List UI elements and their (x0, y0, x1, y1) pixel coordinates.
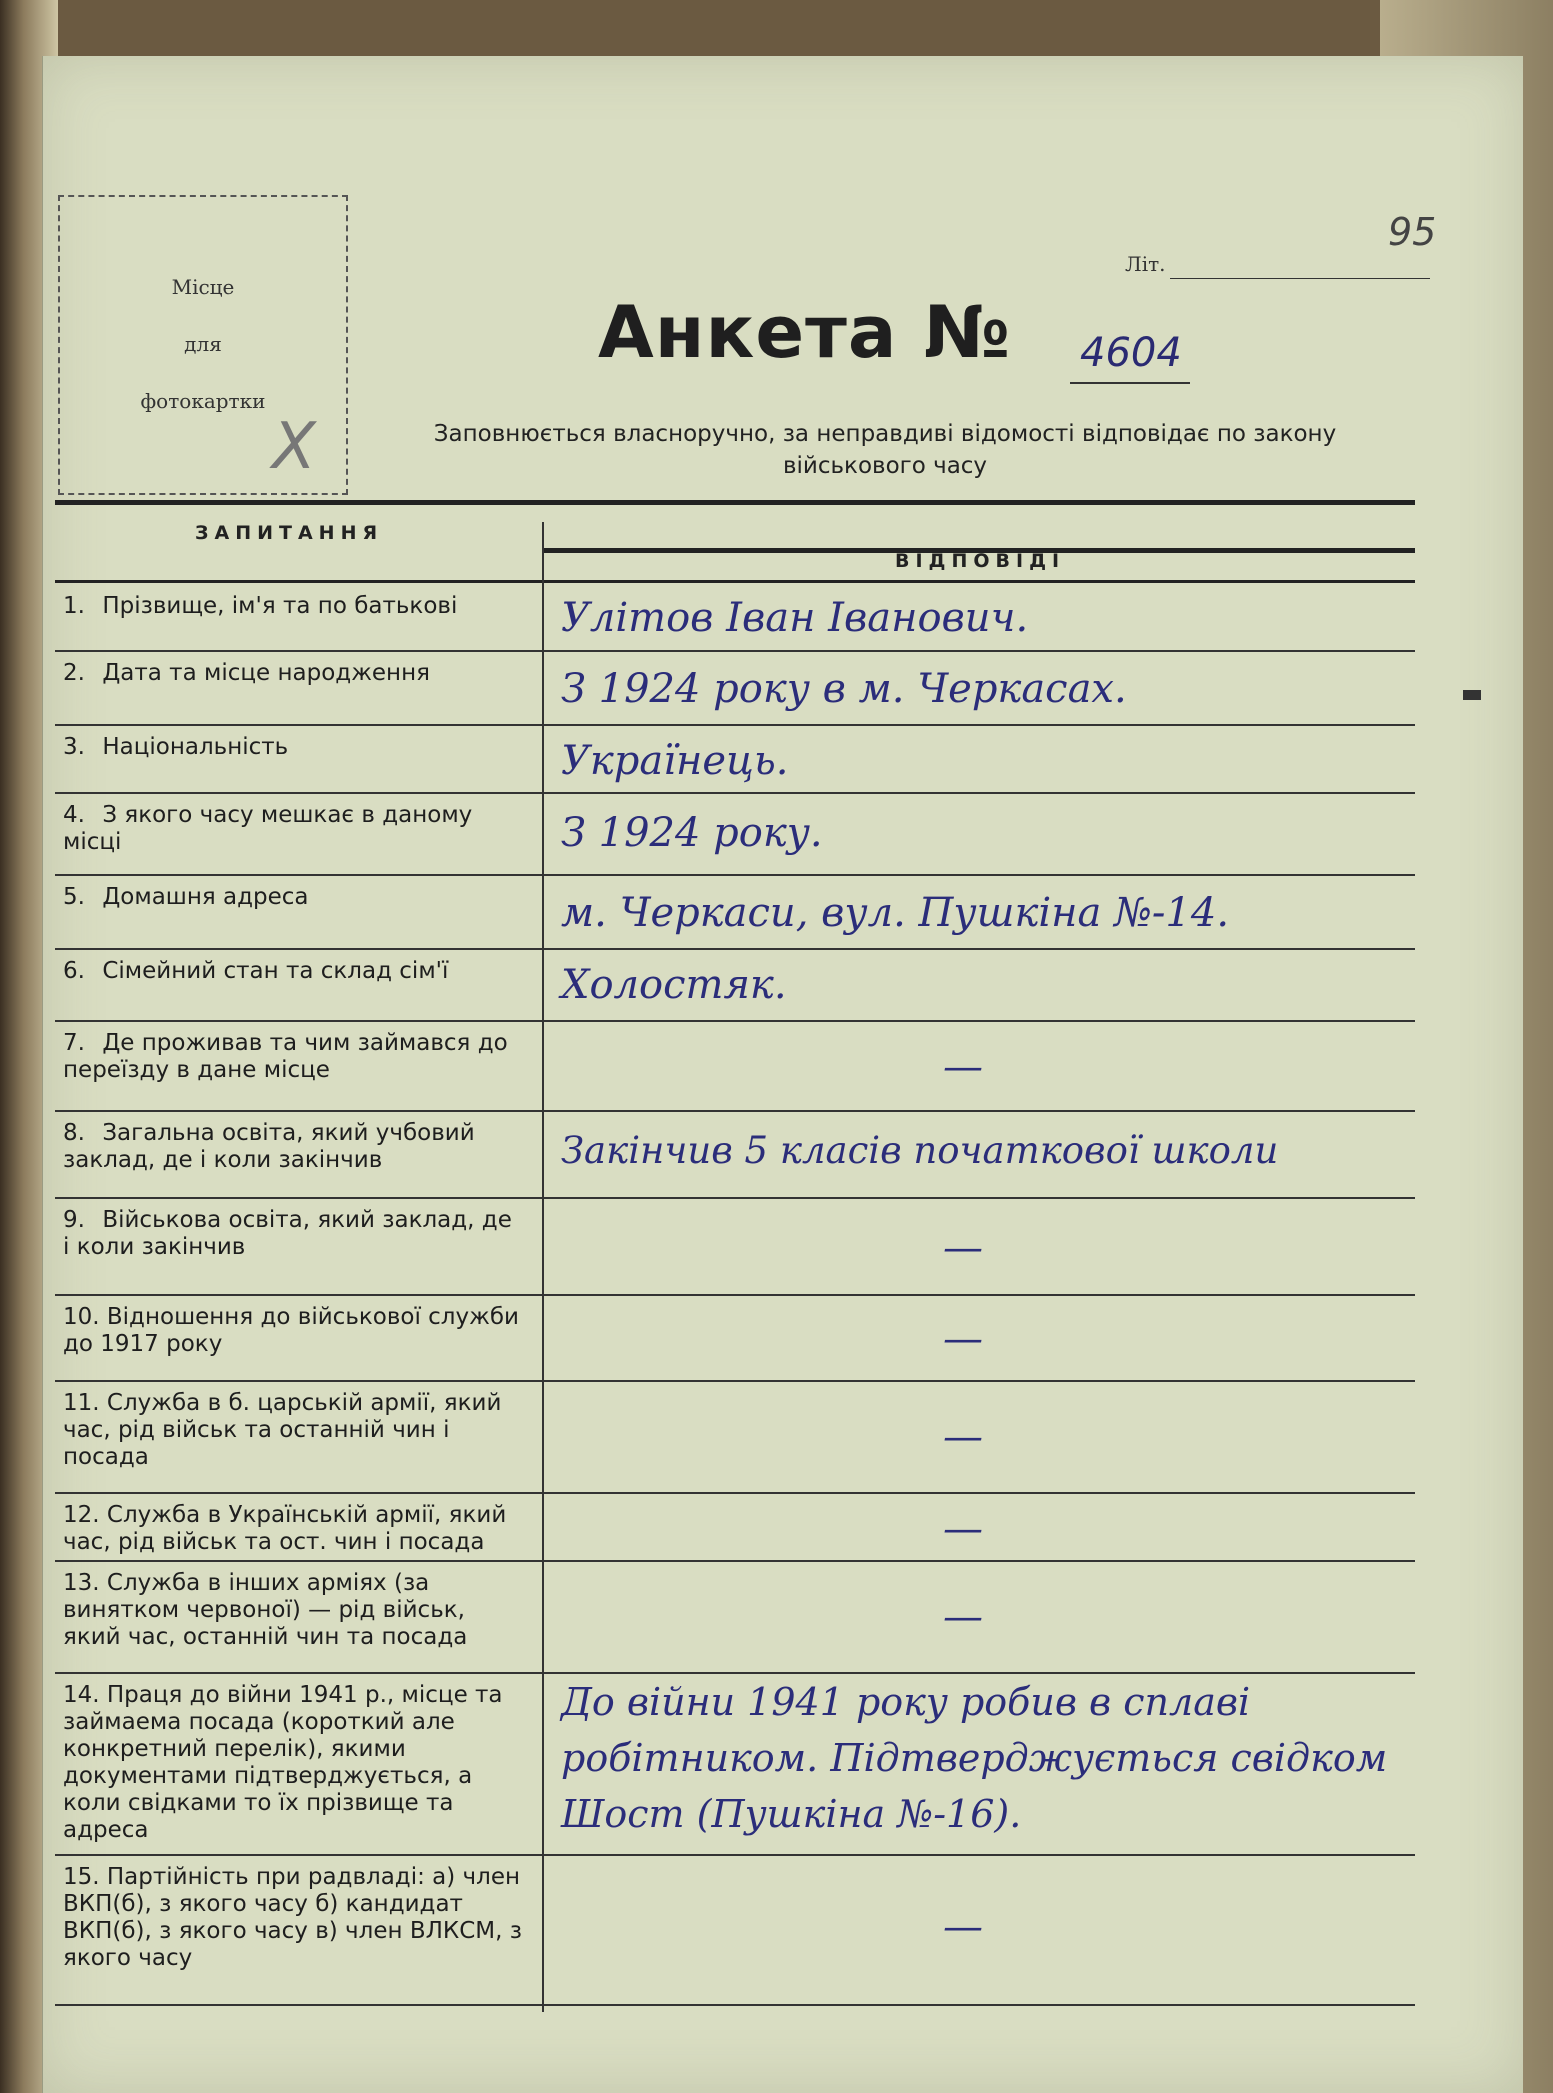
page-number: 95 (1388, 210, 1437, 254)
photo-cross-mark: X (272, 410, 316, 484)
lit-line (1170, 278, 1430, 279)
header-rule-mid (542, 548, 1415, 553)
question-text: 6. Сімейний стан та склад сім'ї (63, 958, 449, 984)
answer-text: — (943, 1044, 983, 1090)
question-text: 10. Відношення до військової служби до 1917 року (63, 1304, 519, 1357)
header-rule-bottom (55, 580, 1415, 583)
table-row (55, 1382, 1415, 1494)
question-text: 12. Служба в Українській армії, який час, рід військ та ост. чин і посада (63, 1502, 507, 1555)
question-text: 1. Прізвище, ім'я та по батькові (63, 593, 458, 619)
answer-text: — (943, 1225, 983, 1271)
page-edge-mark (1463, 690, 1481, 700)
table-row (55, 794, 1415, 876)
table-row (55, 1674, 1415, 1856)
question-text: 13. Служба в інших арміях (за винятком червоної) — рід військ, який час, останній чин та посада (63, 1570, 468, 1650)
answer-text: З 1924 року. (561, 810, 823, 856)
question-text: 4. З якого часу мешкає в даному місці (63, 802, 473, 855)
question-text: 9. Військова освіта, який заклад, де і коли закінчив (63, 1207, 512, 1260)
table-row (55, 1856, 1415, 2006)
question-text: 14. Праця до війни 1941 р., місце та займаема посада (короткий але конкретний перелік), якими документами підтверджується, а коли свідками то їх прізвище та адреса (63, 1682, 503, 1843)
question-text: 15. Партійність при радвладі: а) член ВКП(б), з якого часу б) кандидат ВКП(б), з якого часу в) член ВЛКСМ, з якого часу (63, 1864, 523, 1971)
anketa-number-underline (1070, 382, 1190, 384)
answer-text: Закінчив 5 класів початкової школи (561, 1129, 1279, 1172)
question-text: 5. Домашня адреса (63, 884, 309, 910)
table-row (55, 652, 1415, 726)
answer-text: — (943, 1904, 983, 1950)
question-text: 11. Служба в б. царській армії, який час, рід військ та останній чин і посада (63, 1390, 502, 1470)
answer-text: З 1924 року в м. Черкасах. (561, 666, 1127, 712)
answer-text: — (943, 1506, 983, 1552)
table-row (55, 950, 1415, 1022)
table-row (55, 585, 1415, 652)
photo-label-2: для (184, 332, 222, 356)
table-row (55, 876, 1415, 950)
subtitle: Заповнюється власноручно, за неправдиві відомості відповідає по закону військового часу (433, 421, 1337, 479)
table-row (55, 1296, 1415, 1382)
answer-text: — (943, 1414, 983, 1460)
table-row (55, 1022, 1415, 1112)
answer-text: Улітов Іван Іванович. (561, 595, 1029, 641)
table-row (55, 1494, 1415, 1562)
photo-label-1: Місце (171, 275, 235, 299)
column-head-question: ЗАПИТАННЯ (195, 522, 384, 544)
table-row (55, 1562, 1415, 1674)
answer-text: — (943, 1594, 983, 1640)
answer-text: До війни 1941 року робив в сплаві робітником. Підтверджується свідком Шост (Пушкіна №-16). (561, 1680, 1388, 1836)
answer-text: Українець. (561, 738, 789, 784)
question-text: 2. Дата та місце народження (63, 660, 430, 686)
page-title: Анкета № (598, 290, 1012, 374)
answer-text: м. Черкаси, вул. Пушкіна №-14. (561, 890, 1230, 936)
lit-label: Літ. (1125, 252, 1166, 276)
table-row (55, 1112, 1415, 1199)
header-rule-top (55, 500, 1415, 505)
question-text: 7. Де проживав та чим займався до переїзду в дане місце (63, 1030, 508, 1083)
anketa-number: 4604 (1080, 330, 1182, 376)
answer-text: — (943, 1316, 983, 1362)
question-text: 8. Загальна освіта, який учбовий заклад, де і коли закінчив (63, 1120, 475, 1173)
table-row (55, 1199, 1415, 1296)
table-row (55, 726, 1415, 794)
column-head-answer: ВІДПОВІДІ (895, 550, 1066, 572)
answer-text: Холостяк. (561, 962, 787, 1008)
question-text: 3. Національність (63, 734, 289, 760)
photo-label-3: фотокартки (140, 389, 266, 413)
